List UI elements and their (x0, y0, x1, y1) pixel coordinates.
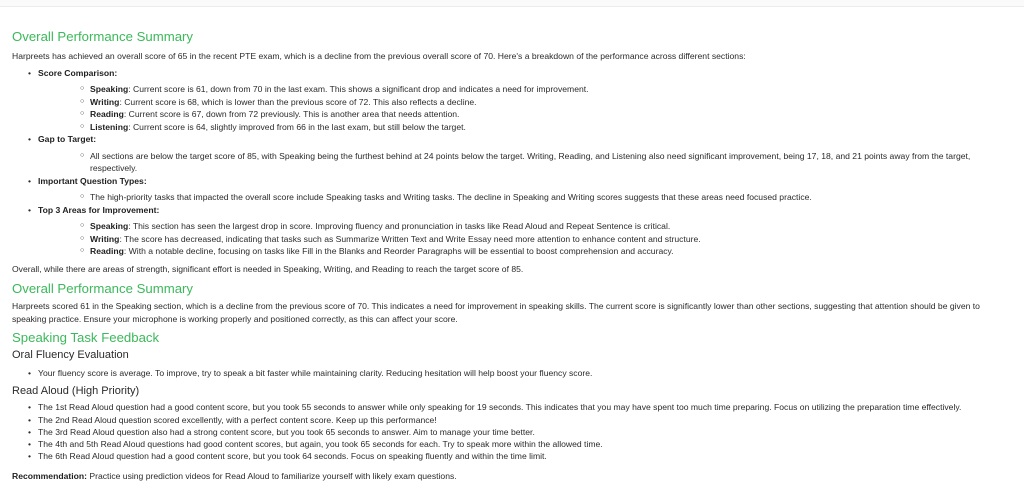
list-item: • The 2nd Read Aloud question scored excellently, with a perfect content score. Keep up this performance! (12, 414, 1012, 426)
list-item: • The 4th and 5th Read Aloud questions had good content scores, but again, you took 65 seconds for each. Try to speak more within the allowed time. (12, 438, 1012, 450)
group-heading: Top 3 Areas for Improvement (38, 204, 157, 215)
list-item: ○ The high-priority tasks that impacted the overall score include Speaking tasks and Writing tasks. The decline in Speaking and Writing scores suggests that these areas need focused practice. (38, 191, 1012, 204)
summary-groups (12, 67, 1012, 258)
recommendation-label: Recommendation: (12, 470, 87, 481)
speaking-feedback-heading: Speaking Task Feedback (12, 330, 160, 345)
group-important-question-types: • Important Question Types: ○ The high-priority tasks that impacted the overall score include Speaking tasks and Writing tasks. The decline in Speaking and Writing scores suggests that these areas need focused practice. (12, 175, 1012, 204)
list-item: ○ Speaking: Current score is 61, down from 70 in the last exam. This shows a significant drop and indicates a need for improvement. (38, 83, 1012, 96)
list-item: • The 6th Read Aloud question had a good content score, but you took 64 seconds. Focus on speaking fluently and within the time limit. (12, 450, 1012, 462)
group-heading: Score Comparison (38, 67, 115, 78)
recommendation (12, 470, 1012, 483)
oral-fluency-heading: Oral Fluency Evaluation (12, 349, 129, 361)
read-aloud-heading: Read Aloud (High Priority) (12, 385, 140, 398)
overall-summary-intro: Harpreets has achieved an overall score of 65 in the recent PTE exam, which is a decline from the previous overall score of 70. Here's a breakdown of the performance across different sections: (12, 51, 746, 61)
report-content (0, 29, 1024, 482)
group-heading: Gap to Target (38, 134, 94, 144)
overall-summary-closing: Overall, while there are areas of strength, significant effort is needed in Speaking, Writing, and Reading to reach the target score of 85. (12, 263, 524, 274)
list-item: • The 3rd Read Aloud question also had a strong content score, but you took 65 seconds to answer. Aim to manage your time better. (12, 426, 1012, 438)
speaking-summary-heading: Overall Performance Summary (12, 281, 194, 296)
group-heading: Important Question Types (38, 175, 144, 186)
top-bar (0, 0, 1024, 7)
group-score-comparison: • Score Comparison: ○ Speaking: Current score is 61, down from 70 in the last exam. This shows a significant drop and indicates a need for improvement. ○ Writing: Current score is 68, which is lower than the previous score of 72. This also reflects a decline. ○ Reading: Current score is 67, down from 72 previously. This is another area that needs attention. ○ Listening: Current score is 64, slightly improved from 66 in the last exam, but still below the target. (12, 67, 1012, 134)
overall-summary-heading: Overall Performance Summary (12, 29, 194, 44)
list-item: • Your fluency score is average. To improve, try to speak a bit faster while maintaining clarity. Reducing hesitation will help boost your fluency score. (12, 367, 1012, 379)
list-item: ○ Speaking: This section has seen the largest drop in score. Improving fluency and pronunciation in tasks like Read Aloud and Repeat Sentence is critical. (38, 220, 1012, 233)
recommendation-text: Practice using prediction videos for Read Aloud to familiarize yourself with likely exam questions. (86, 470, 457, 481)
list-item: • The 1st Read Aloud question had a good content score, but you took 55 seconds to answer while only speaking for 19 seconds. This indicates that you may have spent too much time preparing. Focus on utilizing the preparation time effectively. (12, 401, 1012, 413)
list-item: ○ Writing: Current score is 68, which is lower than the previous score of 72. This also reflects a decline. (38, 96, 1012, 109)
group-top-3-areas: • Top 3 Areas for Improvement: ○ Speaking: This section has seen the largest drop in score. Improving fluency and pronunciation in tasks like Read Aloud and Repeat Sentence is critical. ○ Writing: The score has decreased, indicating that tasks such as Summarize Written Text and Write Essay need more attention to enhance content and structure. ○ Reading: With a notable decline, focusing on tasks like Fill in the Blanks and Reorder Paragraphs will be essential to boost comprehension and accuracy. (12, 204, 1012, 258)
list-item: ○ Reading: With a notable decline, focusing on tasks like Fill in the Blanks and Reorder Paragraphs will be essential to boost comprehension and accuracy. (38, 245, 1012, 258)
group-gap-to-target: • Gap to Target: ○ All sections are below the target score of 85, with Speaking being the furthest behind at 24 points below the target. Writing, Reading, and Listening also need significant improvement, being 17, 18, and 21 points away from the target, respectively. (12, 133, 1012, 175)
speaking-summary-text: Harpreets scored 61 in the Speaking section, which is a decline from the previous score of 70. This indicates a need for improvement in speaking skills. The current score is significantly lower than other sections, suggesting that attention should be given to speaking practice. Ensure your microphone is working properly and positioned correctly, as this can affect your score. (12, 301, 980, 324)
read-aloud-list (12, 401, 1012, 462)
list-item: ○ All sections are below the target score of 85, with Speaking being the furthest behind at 24 points below the target. Writing, Reading, and Listening also need significant improvement, being 17, 18, and 21 points away from the target, respectively. (38, 150, 1012, 175)
list-item: ○ Listening: Current score is 64, slightly improved from 66 in the last exam, but still below the target. (38, 121, 1012, 134)
oral-fluency-list (12, 367, 1012, 379)
list-item: ○ Reading: Current score is 67, down from 72 previously. This is another area that needs attention. (38, 108, 1012, 121)
list-item: ○ Writing: The score has decreased, indicating that tasks such as Summarize Written Text and Write Essay need more attention to enhance content and structure. (38, 233, 1012, 246)
